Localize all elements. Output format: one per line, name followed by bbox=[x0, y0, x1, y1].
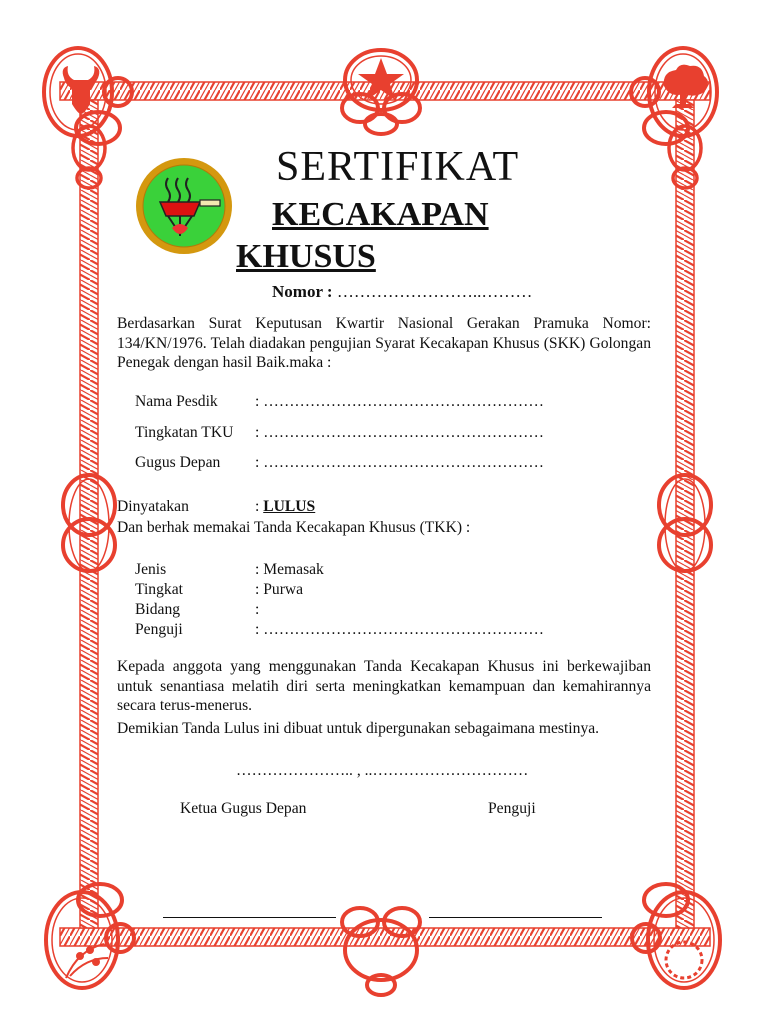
certificate-number bbox=[272, 282, 532, 302]
banyan-tree-icon bbox=[664, 65, 708, 108]
rice-cotton-icon bbox=[66, 944, 108, 978]
result-value: LULUS bbox=[263, 498, 316, 515]
field-label: Nama Pesdik bbox=[135, 393, 218, 410]
chain-wreath-icon bbox=[666, 942, 702, 978]
field-label: Penguji bbox=[135, 621, 183, 638]
closing-paragraph: Kepada anggota yang menggunakan Tanda Kecakapan Khusus ini berkewajiban untuk senantiasa melatih diri serta meningkatkan kemampuan dan kemahirannya secara terus-menerus. bbox=[117, 658, 651, 714]
field-label: Gugus Depan bbox=[135, 454, 221, 471]
field-label: Bidang bbox=[135, 601, 181, 618]
field-label: Tingkatan TKU bbox=[135, 424, 234, 441]
result-label: Dinyatakan bbox=[117, 498, 189, 515]
field-label: Tingkat bbox=[135, 581, 183, 598]
result-value-wrap bbox=[255, 498, 315, 516]
field-value: : Purwa bbox=[255, 581, 304, 598]
signature-label-right: Penguji bbox=[488, 800, 536, 817]
field-label: Jenis bbox=[135, 561, 167, 578]
field-value: : Memasak bbox=[255, 561, 324, 578]
nomor-label: Nomor : bbox=[272, 282, 333, 301]
place-date: ………………….. , ..………………………… bbox=[236, 762, 529, 779]
field-value: : ……………………………………………… bbox=[255, 454, 544, 471]
field-value: : ……………………………………………… bbox=[255, 621, 544, 638]
field-value: : ……………………………………………… bbox=[255, 424, 544, 441]
field-value: : ……………………………………………… bbox=[255, 393, 544, 410]
signature-line-right bbox=[429, 917, 602, 918]
result-separator: : bbox=[255, 498, 264, 515]
nomor-value: ……………………..……… bbox=[336, 282, 533, 301]
signature-line-left bbox=[163, 917, 336, 918]
certificate-subtitle-line2: KHUSUS bbox=[236, 238, 376, 275]
signature-label-left: Ketua Gugus Depan bbox=[180, 800, 307, 817]
tkk-intro: Dan berhak memakai Tanda Kecakapan Khusus (TKK) : bbox=[117, 519, 471, 536]
certificate-subtitle-line1: KECAKAPAN bbox=[272, 196, 489, 233]
field-value: : bbox=[255, 601, 260, 618]
closing-statement: Demikian Tanda Lulus ini dibuat untuk dipergunakan sebagaimana mestinya. bbox=[117, 720, 600, 737]
certificate-title: SERTIFIKAT bbox=[276, 144, 520, 190]
intro-paragraph: Berdasarkan Surat Keputusan Kwartir Nasional Gerakan Pramuka Nomor: 134/KN/1976. Telah diadakan pengujian Syarat Kecakapan Khusus (SKK) Golongan Penegak dengan hasil Baik.maka : bbox=[117, 315, 651, 371]
cooking-pot-icon bbox=[134, 156, 234, 256]
